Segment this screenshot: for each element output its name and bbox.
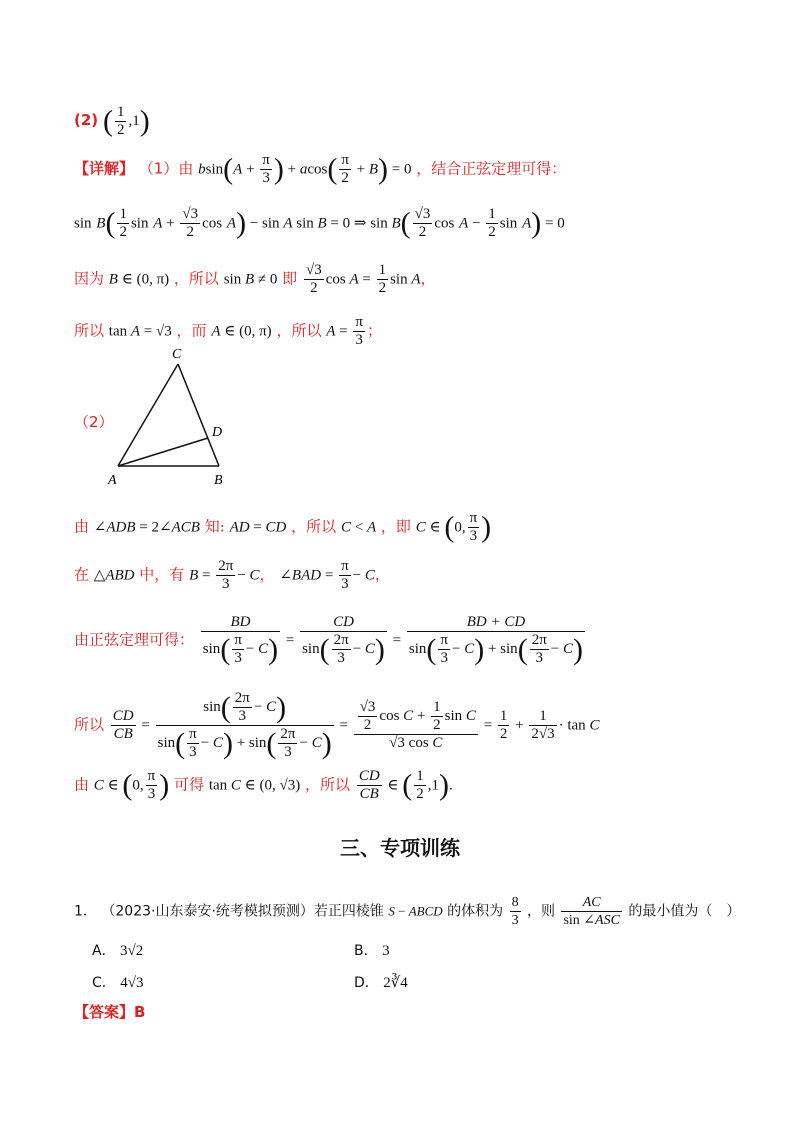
side-cb	[178, 364, 219, 466]
answer-label: 【答案】B	[74, 1003, 146, 1021]
part2-answer-line	[74, 104, 760, 139]
option-value: 3	[382, 943, 390, 959]
fraction: sin( $\frac{2\pi}{3}$ − C) sin( $\frac{\pi}{3}$ − C) + sin( $\frac{2\pi}{3}$ − C)	[157, 690, 332, 760]
part2-answer-label: (2)	[74, 110, 99, 129]
detail-text: 中，有	[139, 565, 185, 584]
detail-text: ，所以	[291, 517, 337, 536]
detail-text: 所以	[74, 715, 105, 734]
fraction: $\frac{AC}{\text{sin ∠ASC}}$	[563, 895, 620, 928]
fraction: $\frac{1}{2√3}$	[531, 708, 555, 742]
equation-line-2: sin B( $\frac{1}{2}$ sin A + $\frac{√3}{2}$ cos A) − sin A sin B = 0 ⇒ sin B( $\frac{√3}{2}$ cos A − $\frac{1}{2}$ sin A) = 0	[74, 206, 565, 240]
math-expression: b	[198, 161, 206, 178]
fraction: $\frac{CD}{CB}$	[358, 768, 380, 802]
detail-text: 知	[204, 517, 220, 536]
detail-line-6: 在 △ABD 中，有 B = $\frac{2\pi}{3}$ − C， ∠BAD = $\frac{\pi}{3}$ − C，	[74, 558, 390, 592]
fraction: CD sin( $\frac{2\pi}{3}$ − C)	[302, 614, 385, 666]
fraction: $\frac{2\pi}{3}$	[333, 632, 349, 666]
fraction: $\frac{\pi}{3}$	[147, 768, 156, 802]
fraction: $\frac{1}{2}$	[499, 708, 508, 742]
fraction: $\frac{√3}{2}$	[359, 699, 376, 733]
option-b[interactable]	[354, 940, 390, 960]
fraction: $\frac{√3}{2}$ cos C + $\frac{1}{2}$ sin C √3 cos C	[354, 699, 478, 752]
option-value: 4√3	[120, 975, 144, 991]
detail-label: 【详解】	[74, 159, 135, 178]
option-value: 2∛4	[383, 975, 408, 991]
detail-line-1: 【详解】 （1）由 bsin(A + $\frac{\pi}{3}$ ) + acos( $\frac{\pi}{2}$ + B) = 0 ，结合正弦定理可得：	[74, 152, 567, 186]
question-text: 的体积为	[447, 903, 504, 920]
triangle-figure	[100, 340, 240, 490]
option-a[interactable]	[92, 940, 143, 960]
option-label: A．	[92, 943, 116, 959]
fraction: $\frac{1}{2}$	[488, 206, 496, 240]
fraction: $\frac{√3}{2}$	[182, 206, 199, 240]
detail-text: ，所以	[276, 321, 322, 340]
detail-line-4: 所以 tan A = √3 ，而 A ∈ (0, π) ，所以 A = $\frac{\pi}{3}$ ；	[74, 314, 382, 348]
fraction: $\frac{\pi}{3}$	[262, 152, 270, 186]
fraction: $\frac{√3}{2}$	[305, 262, 322, 296]
detail-line-5: 由 ∠ADB = 2∠ACB 知: AD = CD ，所以 C < A ，即 C ∈ (0, $\frac{\pi}{3}$ )	[74, 510, 492, 544]
vertex-label-c: C	[172, 347, 182, 362]
detail-line-9: 由 C ∈ (0, $\frac{\pi}{3}$ ) 可得 tan C ∈ (0, √3) ，所以 $\frac{CD}{CB}$ ∈ ( $\frac{1}{2}$ ,1).	[74, 768, 453, 802]
detail-text: 由正弦定理可得：	[74, 630, 195, 649]
option-label: B．	[354, 943, 378, 959]
option-d[interactable]	[354, 972, 408, 992]
detail-text: ，即	[380, 517, 411, 536]
fraction: $\frac{\pi}{3}$	[469, 510, 478, 544]
fraction: $\frac{8}{3}$	[511, 895, 519, 928]
detail-line-7: 由正弦定理可得： BD sin( $\frac{\pi}{3}$ − C) = CD sin( $\frac{2\pi}{3}$ − C) = BD + CD sin( $\frac{\pi}{3}$ − C) + sin( $\frac{2\pi}{3}$ − C)	[74, 614, 583, 666]
fraction: $\frac{2\pi}{3}$	[531, 632, 547, 666]
question-source: （2023·山东泰安·统考模拟预测）若正四棱锥	[101, 903, 384, 920]
detail-text: 在	[74, 565, 90, 584]
detail-text: ，而	[176, 321, 207, 340]
fraction: $\frac{\pi}{3}$	[440, 632, 448, 666]
detail-text: （1）由	[138, 159, 194, 178]
fraction: $\frac{\pi}{3}$	[355, 314, 363, 348]
fraction: $\frac{√3}{2}$	[414, 206, 431, 240]
part2-label: （2）	[74, 413, 114, 431]
option-c[interactable]	[92, 972, 143, 992]
detail-text: ，所以	[305, 775, 351, 794]
detail-text: 可得	[174, 775, 205, 794]
fraction: $\frac{1}{2}$	[119, 206, 127, 240]
question-line: 1． （2023·山东泰安·统考模拟预测）若正四棱锥 S − ABCD 的体积为 $\frac{8}{3}$ ，则 $\frac{AC}{\text{sin ∠ASC}}$ 的最小值为（ ）	[74, 895, 741, 928]
detail-text: ，所以	[173, 269, 219, 288]
question-number: 1．	[74, 903, 97, 920]
interval-expression: ( $\frac{1}{2}$ ,1)	[102, 104, 150, 138]
detail-line-8: 所以 $\frac{CD}{CB}$ = sin( $\frac{2\pi}{3}$ − C) sin( $\frac{\pi}{3}$ − C) + sin( $\frac{2\pi}{3}$ − C) = $\frac{√3}{2}$ cos C + $\frac{1}{2}$ sin C √3 cos C = $\frac{1}{2}$ + $\frac{1}{2√3}$ · tan C	[74, 690, 600, 760]
option-label: C．	[92, 975, 116, 991]
fraction: $\frac{1}{2}$	[378, 262, 387, 296]
fraction: $\frac{CD}{CB}$	[112, 708, 134, 742]
detail-text: 因为	[74, 269, 105, 288]
fraction: $\frac{2\pi}{3}$	[218, 558, 234, 592]
detail-text: ，结合正弦定理可得：	[416, 159, 567, 178]
fraction: $\frac{\pi}{3}$	[189, 726, 197, 760]
question-text: 的最小值为（ ）	[628, 903, 741, 920]
detail-text: 由	[74, 517, 90, 536]
fraction: BD + CD sin( $\frac{\pi}{3}$ − C) + sin( $\frac{2\pi}{3}$ − C)	[408, 614, 583, 666]
option-value: 3√2	[120, 943, 144, 959]
fraction: $\frac{1}{2}$	[433, 699, 441, 733]
fraction: BD sin( $\frac{\pi}{3}$ − C)	[202, 614, 279, 666]
fraction: $\frac{1}{2}$	[116, 104, 125, 138]
answer-line	[74, 1002, 760, 1022]
fraction: $\frac{2\pi}{3}$	[280, 726, 296, 760]
detail-line-3: 因为 B ∈ (0, π) ，所以 sin B ≠ 0 即 $\frac{√3}{2}$ cos A = $\frac{1}{2}$ sin A，	[74, 262, 436, 296]
fraction: $\frac{2\pi}{3}$	[234, 690, 250, 724]
detail-text: 所以	[74, 321, 105, 340]
detail-text: 由	[74, 775, 90, 794]
vertex-label-a: A	[108, 473, 117, 488]
section-heading: 三、专项训练	[340, 836, 460, 860]
detail-text: 即	[282, 269, 298, 288]
vertex-label-d: D	[212, 425, 223, 440]
fraction: $\frac{\pi}{3}$	[341, 558, 349, 592]
vertex-label-b: B	[214, 473, 223, 488]
fraction: $\frac{\pi}{2}$	[341, 152, 349, 186]
option-label: D．	[354, 975, 379, 991]
fraction: $\frac{\pi}{3}$	[234, 632, 242, 666]
question-text: ，则	[527, 903, 556, 920]
fraction: $\frac{1}{2}$	[416, 768, 424, 802]
